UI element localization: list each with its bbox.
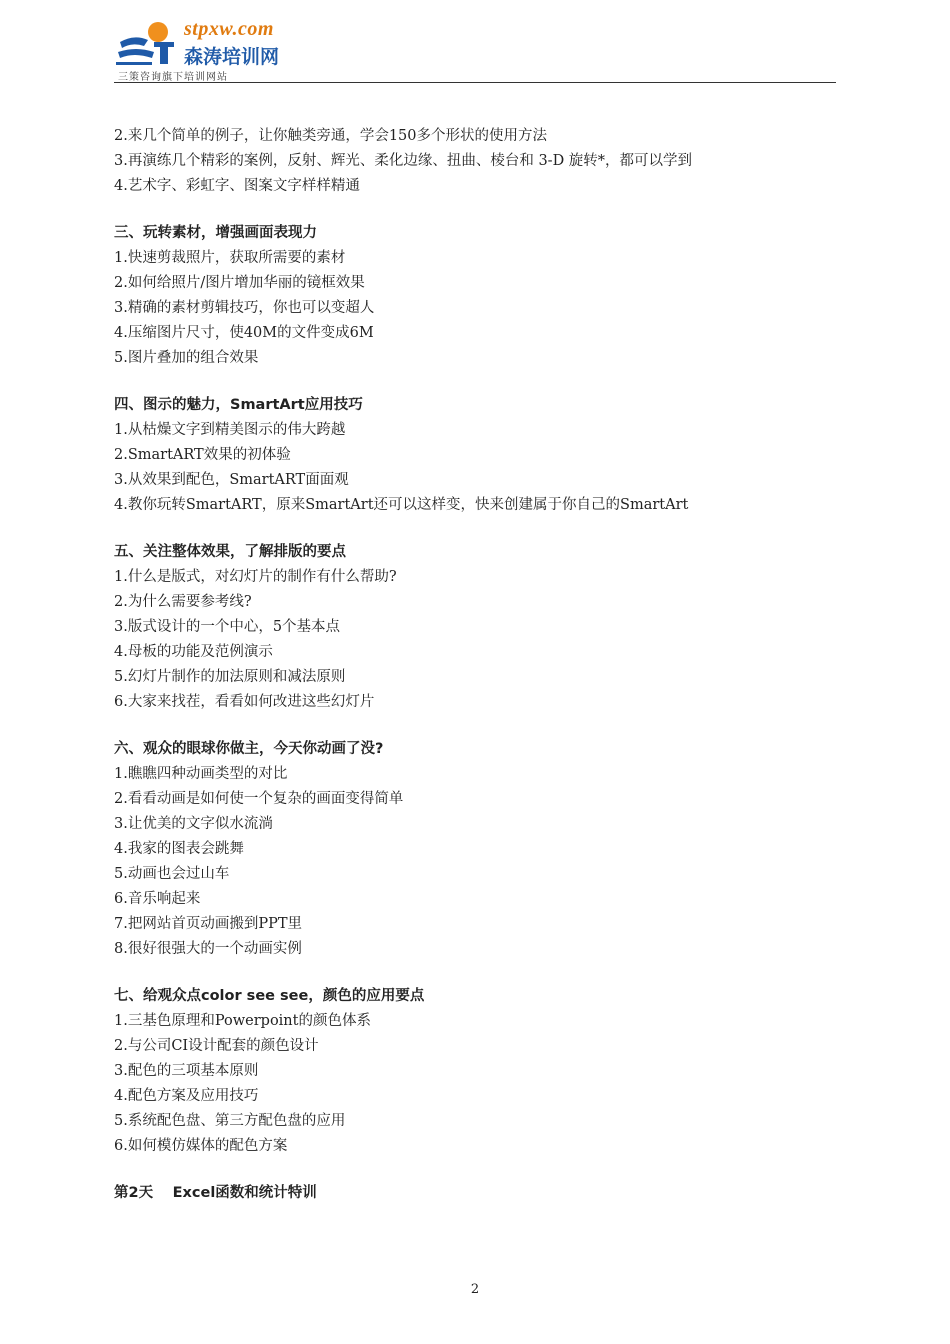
list-item: 4.压缩图片尺寸，使40M的文件变成6M xyxy=(114,325,374,341)
list-item: 7.把网站首页动画搬到PPT里 xyxy=(114,916,303,932)
header-divider xyxy=(114,82,836,83)
list-item: 6.大家来找茬，看看如何改进这些幻灯片 xyxy=(114,694,375,710)
list-item: 1.瞧瞧四种动画类型的对比 xyxy=(114,766,288,782)
list-item: 4.母板的功能及范例演示 xyxy=(114,644,273,660)
list-item: 3.精确的素材剪辑技巧，你也可以变超人 xyxy=(114,300,375,316)
list-item: 2.SmartART效果的初体验 xyxy=(114,447,291,463)
section-3 xyxy=(114,221,834,371)
list-item: 5.幻灯片制作的加法原则和减法原则 xyxy=(114,669,346,685)
section-heading: 六、观众的眼球你做主，今天你动画了没? xyxy=(114,741,384,757)
section-heading: 四、图示的魅力，SmartArt应用技巧 xyxy=(114,397,363,413)
list-item: 1.三基色原理和Powerpoint的颜色体系 xyxy=(114,1013,371,1029)
list-item: 2.看看动画是如何使一个复杂的画面变得简单 xyxy=(114,791,404,807)
list-item: 2.为什么需要参考线? xyxy=(114,594,252,610)
logo-mark-icon xyxy=(114,20,184,70)
section-heading: 五、关注整体效果，了解排版的要点 xyxy=(114,544,346,560)
logo-subtitle: 三策咨询旗下培训网站 xyxy=(118,72,228,83)
list-item: 4.艺术字、彩虹字、图案文字样样精通 xyxy=(114,178,360,194)
list-item: 6.音乐响起来 xyxy=(114,891,201,907)
section-7 xyxy=(114,984,834,1159)
list-item: 8.很好很强大的一个动画实例 xyxy=(114,941,302,957)
list-item: 4.配色方案及应用技巧 xyxy=(114,1088,259,1104)
list-item: 2.来几个简单的例子，让你触类旁通，学会150多个形状的使用方法 xyxy=(114,128,548,144)
list-item: 4.我家的图表会跳舞 xyxy=(114,841,244,857)
section-5 xyxy=(114,540,834,715)
section-heading: 七、给观众点color see see，颜色的应用要点 xyxy=(114,988,425,1004)
section-heading: 三、玩转素材，增强画面表现力 xyxy=(114,225,317,241)
logo-name: 森涛培训网 xyxy=(184,46,280,68)
section-6 xyxy=(114,737,834,962)
list-item: 2.与公司CI设计配套的颜色设计 xyxy=(114,1038,319,1054)
list-item: 5.动画也会过山车 xyxy=(114,866,230,882)
page-number: 2 xyxy=(470,1282,480,1297)
site-logo xyxy=(114,18,314,82)
list-item: 5.图片叠加的组合效果 xyxy=(114,350,259,366)
list-item: 4.教你玩转SmartART，原来SmartArt还可以这样变，快来创建属于你自己的SmartArt xyxy=(114,497,689,513)
list-item: 3.让优美的文字似水流淌 xyxy=(114,816,273,832)
section-4 xyxy=(114,393,834,518)
day-heading: 第2天 Excel函数和统计特训 xyxy=(114,1185,317,1201)
list-item: 5.系统配色盘、第三方配色盘的应用 xyxy=(114,1113,346,1129)
logo-url: stpxw.com xyxy=(184,18,274,40)
list-item: 6.如何模仿媒体的配色方案 xyxy=(114,1138,288,1154)
list-item: 3.从效果到配色，SmartART面面观 xyxy=(114,472,349,488)
list-item: 3.再演练几个精彩的案例，反射、辉光、柔化边缘、扭曲、棱台和 3-D 旋转*，都可以学到 xyxy=(114,153,693,169)
list-item: 1.从枯燥文字到精美图示的伟大跨越 xyxy=(114,422,346,438)
list-item: 2.如何给照片/图片增加华丽的镜框效果 xyxy=(114,275,365,291)
list-item: 3.配色的三项基本原则 xyxy=(114,1063,259,1079)
list-item: 3.版式设计的一个中心，5个基本点 xyxy=(114,619,341,635)
page-header xyxy=(114,18,836,84)
list-item: 1.快速剪裁照片，获取所需要的素材 xyxy=(114,250,346,266)
list-item: 1.什么是版式，对幻灯片的制作有什么帮助? xyxy=(114,569,397,585)
day-2-section xyxy=(114,1181,834,1206)
document-body xyxy=(114,124,834,1206)
section-0 xyxy=(114,124,834,199)
